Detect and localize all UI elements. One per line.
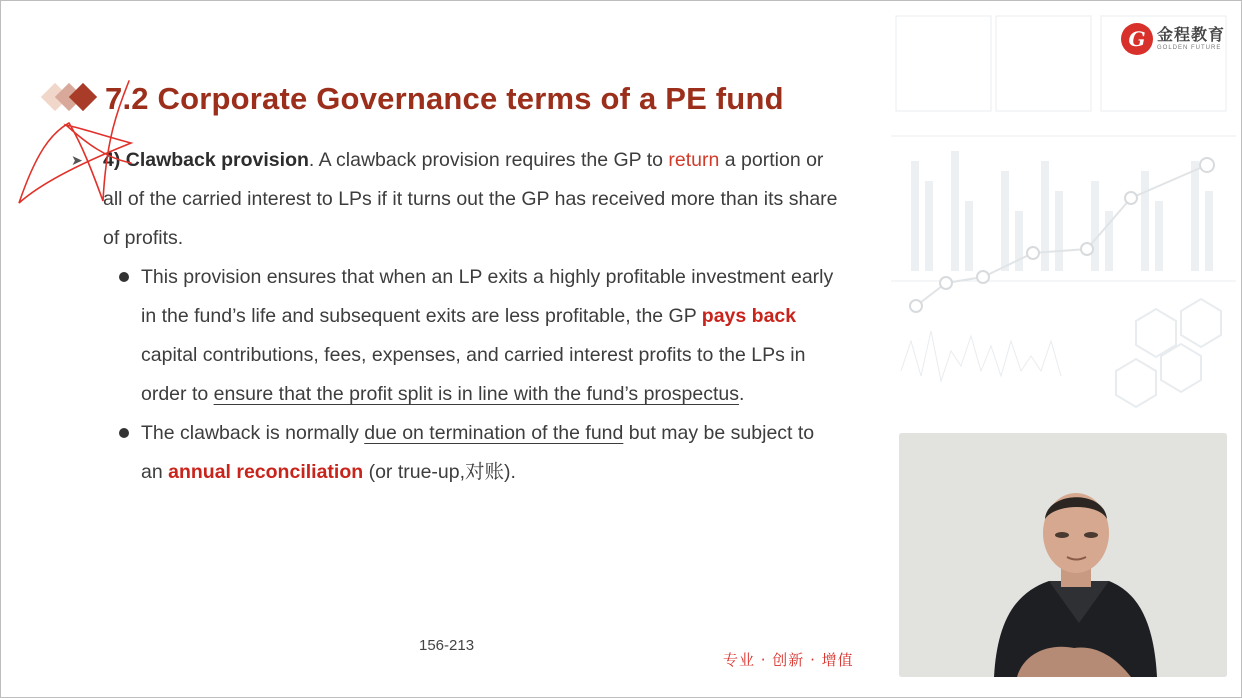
highlight-annual-reconciliation: annual reconciliation — [168, 461, 364, 483]
page-number: 156-213 — [419, 637, 475, 654]
background-infographic — [891, 11, 1236, 426]
golden-future-logo-icon: G — [1121, 23, 1153, 55]
title-diamond-icon — [41, 79, 103, 119]
list-item: This provision ensures that when an LP exits a highly profitable investment early in the fund’s life and subsequent exits are less profitable, the GP pays back capital contributions, fees, expenses, and carried interest profits to the LPs in order to ensure that the profit split is in line with the fund’s prospectus. — [119, 258, 841, 414]
logo-name-en: GOLDEN FUTURE — [1157, 45, 1222, 51]
clawback-paragraph: ➤ 4) Clawback provision. A clawback provision requires the GP to return a portion or all of the carried interest to LPs if it turns out the GP has received more than its share of profits. — [71, 141, 841, 258]
presenter-image — [899, 433, 1227, 677]
clawback-heading: 4) Clawback provision — [103, 149, 309, 171]
list-item: The clawback is normally due on termination of the fund but may be subject to an annual reconciliation (or true-up,对账). — [119, 414, 841, 492]
slide-title-row — [41, 79, 784, 119]
underlined-profit-split: ensure that the profit split is in line with the fund’s prospectus — [213, 383, 739, 405]
slide-body — [71, 141, 841, 492]
bullet-list — [119, 258, 841, 492]
highlight-pays-back: pays back — [701, 305, 797, 327]
underlined-termination: due on termination of the fund — [364, 422, 624, 444]
company-logo — [1121, 23, 1225, 55]
webcam-video — [899, 433, 1227, 677]
slide-title: 7.2 Corporate Governance terms of a PE fund — [105, 81, 784, 116]
arrow-right-icon: ➤ — [71, 152, 83, 168]
highlight-return: return — [668, 149, 720, 171]
slogan: 专业 · 创新 · 增值 — [723, 651, 854, 669]
logo-name-cn: 金程教育 — [1157, 25, 1226, 44]
